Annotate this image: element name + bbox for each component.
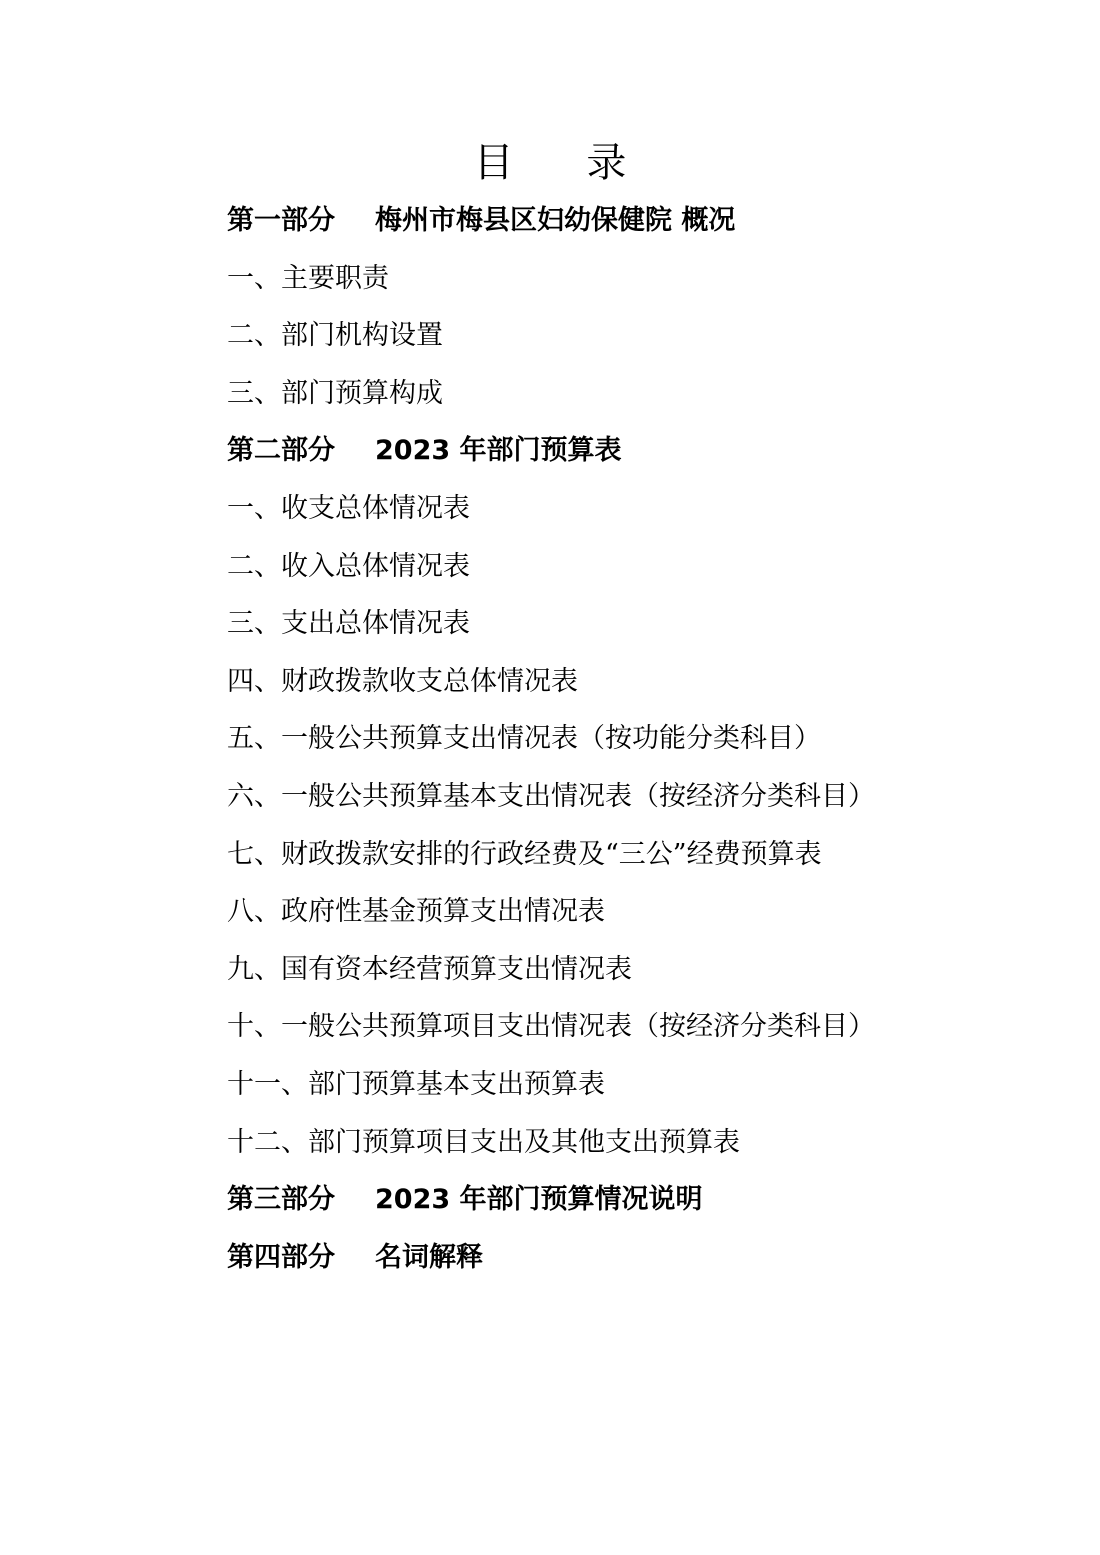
- toc-part-number: 第一部分: [227, 205, 335, 236]
- toc-part-title: 2023 年部门预算表: [375, 435, 622, 467]
- toc-item[interactable]: 八、政府性基金预算支出情况表: [227, 896, 605, 928]
- toc-part-number: 第三部分: [227, 1184, 335, 1216]
- toc-item[interactable]: 二、部门机构设置: [227, 320, 443, 352]
- toc-part-3[interactable]: [227, 1171, 1067, 1229]
- toc-item[interactable]: 一、收支总体情况表: [227, 492, 470, 524]
- toc-title: 目 录: [473, 140, 657, 186]
- toc-part-title: 名词解释: [375, 1241, 483, 1273]
- toc-item[interactable]: 十一、部门预算基本支出预算表: [227, 1068, 605, 1100]
- toc-item[interactable]: 三、部门预算构成: [227, 377, 443, 409]
- toc-item[interactable]: 三、支出总体情况表: [227, 608, 470, 640]
- toc-part-number: 第二部分: [227, 435, 335, 467]
- toc-part-number: 第四部分: [227, 1241, 335, 1273]
- toc-part-1[interactable]: [227, 192, 1067, 250]
- toc-item[interactable]: 二、收入总体情况表: [227, 550, 470, 582]
- toc-item[interactable]: 六、一般公共预算基本支出情况表（按经济分类科目）: [227, 780, 875, 812]
- toc-item[interactable]: 一、主要职责: [227, 262, 389, 294]
- toc-item[interactable]: 九、国有资本经营预算支出情况表: [227, 953, 632, 985]
- toc-item[interactable]: 十、一般公共预算项目支出情况表（按经济分类科目）: [227, 1011, 875, 1043]
- toc-list: [227, 192, 1067, 1286]
- toc-item[interactable]: 十二、部门预算项目支出及其他支出预算表: [227, 1126, 740, 1158]
- toc-item[interactable]: 五、一般公共预算支出情况表（按功能分类科目）: [227, 723, 821, 755]
- toc-part-2[interactable]: [227, 422, 1067, 480]
- toc-part-title: 2023 年部门预算情况说明: [375, 1184, 703, 1216]
- toc-part-4[interactable]: [227, 1229, 1067, 1287]
- toc-item[interactable]: 四、财政拨款收支总体情况表: [227, 665, 578, 697]
- toc-part-title: 梅州市梅县区妇幼保健院 概况: [375, 205, 736, 236]
- toc-item[interactable]: 七、财政拨款安排的行政经费及“三公”经费预算表: [227, 838, 822, 870]
